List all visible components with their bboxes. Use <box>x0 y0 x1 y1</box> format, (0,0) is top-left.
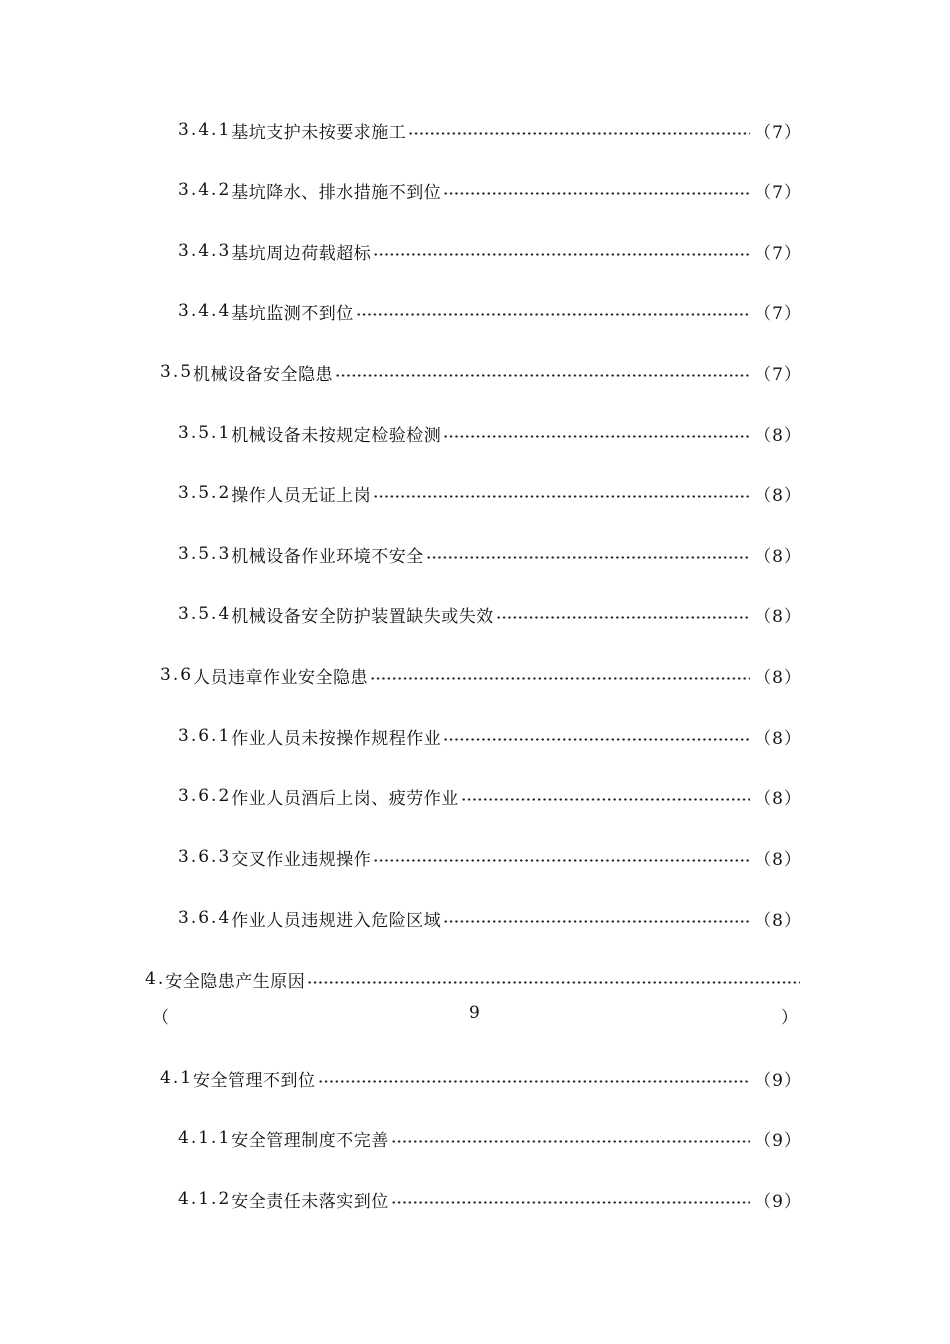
toc-entry-page: （7） <box>754 303 802 324</box>
toc-entry-title: 安全责任未落实到位 <box>231 1191 389 1212</box>
toc-entry[interactable] <box>178 297 802 325</box>
toc-entry-number: 3.6.3 <box>178 847 232 867</box>
toc-entry[interactable] <box>178 1124 802 1152</box>
dot-leader <box>373 253 750 256</box>
toc-entry[interactable] <box>178 1185 802 1213</box>
toc-entry-section-4[interactable] <box>145 965 800 993</box>
dot-leader <box>391 1140 750 1143</box>
toc-entry-number: 3.6.2 <box>178 786 232 806</box>
toc-entry-page: （8） <box>754 667 802 688</box>
toc-entry-page: （7） <box>754 243 802 264</box>
toc-entry-number: 3.6.1 <box>178 726 232 746</box>
dot-leader <box>307 981 800 984</box>
toc-entry-number: 3.6 <box>160 665 194 685</box>
toc-entry-title: 人员违章作业安全隐患 <box>193 667 369 688</box>
toc-entry-title: 安全管理不到位 <box>193 1070 316 1091</box>
toc-entry-title: 操作人员无证上岗 <box>231 485 372 506</box>
dot-leader <box>443 920 750 923</box>
dot-leader <box>496 616 750 619</box>
toc-entry-page: （9） <box>754 1070 802 1091</box>
toc-entry-page: （8） <box>754 788 802 809</box>
toc-entry-title: 基坑支护未按要求施工 <box>231 122 407 143</box>
toc-entry[interactable] <box>160 661 802 689</box>
toc-entry[interactable] <box>178 904 802 932</box>
toc-entry-number: 3.5.1 <box>178 423 232 443</box>
page-paren-open: （ <box>152 1008 169 1028</box>
dot-leader <box>335 374 750 377</box>
toc-entry[interactable] <box>178 176 802 204</box>
toc-entry-page: （8） <box>754 606 802 627</box>
toc-entry[interactable] <box>178 600 802 628</box>
toc-entry[interactable] <box>178 722 802 750</box>
toc-entry-number: 3.5 <box>160 362 194 382</box>
toc-entry-title: 作业人员酒后上岗、疲劳作业 <box>231 788 459 809</box>
toc-entry-title: 安全隐患产生原因 <box>165 971 306 992</box>
toc-entry-page: （9） <box>754 1191 802 1212</box>
toc-entry[interactable] <box>178 237 802 265</box>
toc-entry-page: （7） <box>754 182 802 203</box>
toc-entry-number: 4.1 <box>160 1068 194 1088</box>
toc-entry-page: （8） <box>754 546 802 567</box>
dot-leader <box>426 556 750 559</box>
toc-entry-title: 机械设备未按规定检验检测 <box>231 425 442 446</box>
toc-entry-number: 3.5.2 <box>178 483 232 503</box>
page-number: 9 <box>469 1003 480 1023</box>
toc-entry-number: 3.5.3 <box>178 544 232 564</box>
toc-entry-title: 基坑监测不到位 <box>231 303 354 324</box>
toc-entry-title: 机械设备安全防护装置缺失或失效 <box>231 606 494 627</box>
toc-entry-number: 4.1.1 <box>178 1128 232 1148</box>
dot-leader <box>391 1201 750 1204</box>
dot-leader <box>370 677 750 680</box>
toc-entry[interactable] <box>178 782 802 810</box>
toc-entry-title: 作业人员未按操作规程作业 <box>231 728 442 749</box>
toc-entry[interactable] <box>160 358 802 386</box>
toc-entry[interactable] <box>178 540 802 568</box>
toc-entry[interactable] <box>178 116 802 144</box>
dot-leader <box>443 192 750 195</box>
toc-entry-page: （9） <box>754 1130 802 1151</box>
page-paren-close: ） <box>781 1008 798 1028</box>
toc-entry-number: 4.1.2 <box>178 1189 232 1209</box>
dot-leader <box>443 738 750 741</box>
toc-entry-page: （8） <box>754 910 802 931</box>
toc-entry-number: 4. <box>145 969 166 989</box>
toc-entry-title: 安全管理制度不完善 <box>231 1130 389 1151</box>
toc-entry-page: （8） <box>754 425 802 446</box>
toc-entry-page: （8） <box>754 849 802 870</box>
toc-entry-number: 3.4.4 <box>178 301 232 321</box>
dot-leader <box>408 132 750 135</box>
toc-entry-title: 机械设备作业环境不安全 <box>231 546 424 567</box>
toc-entry-number: 3.6.4 <box>178 908 232 928</box>
toc-entry[interactable] <box>160 1064 802 1092</box>
dot-leader <box>443 435 750 438</box>
toc-entry-title: 机械设备安全隐患 <box>193 364 334 385</box>
dot-leader <box>373 495 750 498</box>
toc-entry-number: 3.5.4 <box>178 604 232 624</box>
toc-entry-number: 3.4.3 <box>178 241 232 261</box>
toc-entry-page: （7） <box>754 122 802 143</box>
toc-entry-page: （8） <box>754 485 802 506</box>
toc-entry-page: （8） <box>754 728 802 749</box>
toc-entry-title: 基坑降水、排水措施不到位 <box>231 182 442 203</box>
dot-leader <box>356 313 750 316</box>
dot-leader <box>461 798 750 801</box>
dot-leader <box>373 859 750 862</box>
dot-leader <box>318 1080 751 1083</box>
toc-entry[interactable] <box>178 843 802 871</box>
toc-entry[interactable] <box>178 479 802 507</box>
toc-entry-section-4-page <box>150 1001 800 1029</box>
toc-entry-number: 3.4.2 <box>178 180 232 200</box>
toc-entry-title: 交叉作业违规操作 <box>231 849 372 870</box>
toc-entry-number: 3.4.1 <box>178 120 232 140</box>
toc-entry-title: 基坑周边荷载超标 <box>231 243 372 264</box>
toc-entry[interactable] <box>178 419 802 447</box>
toc-entry-title: 作业人员违规进入危险区域 <box>231 910 442 931</box>
toc-entry-page: （7） <box>754 364 802 385</box>
